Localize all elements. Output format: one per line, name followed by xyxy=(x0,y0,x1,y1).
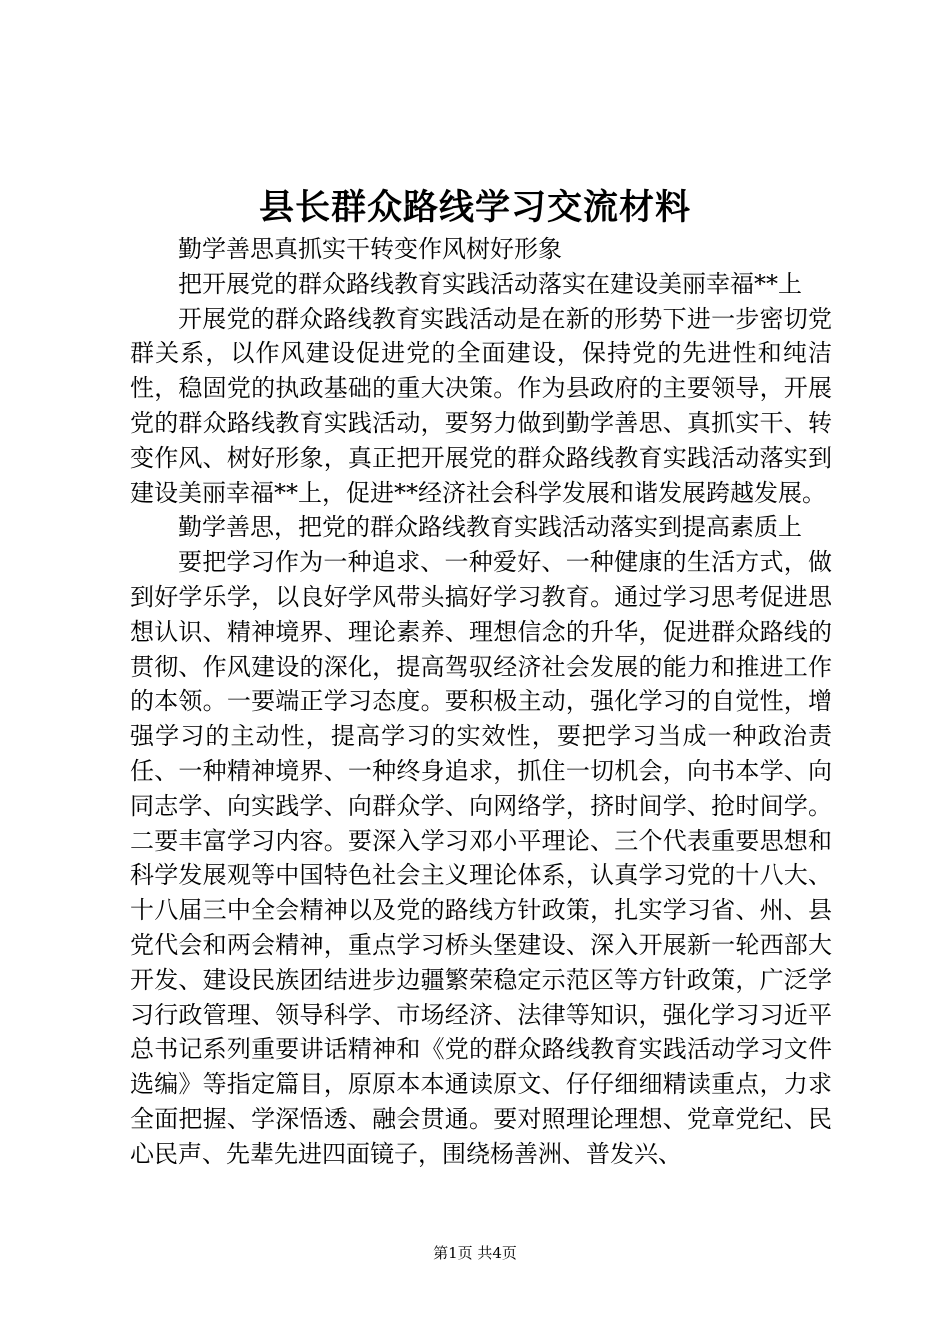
paragraph: 勤学善思真抓实干转变作风树好形象 xyxy=(178,235,562,263)
page-footer: 第1页 共4页 xyxy=(433,1244,517,1262)
paragraph: 把开展党的群众路线教育实践活动落实在建设美丽幸福**上 xyxy=(178,269,802,298)
document-body xyxy=(130,232,832,1172)
paragraph: 勤学善思，把党的群众路线教育实践活动落实到提高素质上 xyxy=(178,513,802,542)
paragraph: 要把学习作为一种追求、一种爱好、一种健康的生活方式，做到好学乐学，以良好学风带头搞好学习教育。通过学习思考促进思想认识、精神境界、理论素养、理想信念的升华，促进群众路线的贯彻、作风建设的深化，提高驾驭经济社会发展的能力和推进工作的本领。一要端正学习态度。要积极主动，强化学习的自觉性，增强学习的主动性，提高学习的实效性，要把学习当成一种政治责任、一种精神境界、一种终身追求，抓住一切机会，向书本学、向同志学、向实践学、向群众学、向网络学，挤时间学、抢时间学。二要丰富学习内容。要深入学习邓小平理论、三个代表重要思想和科学发展观等中国特色社会主义理论体系，认真学习党的十八大、十八届三中全会精神以及党的路线方针政策，扎实学习省、州、县党代会和两会精神，重点学习桥头堡建设、深入开展新一轮西部大开发、建设民族团结进步边疆繁荣稳定示范区等方针政策，广泛学习行政管理、领导科学、市场经济、法律等知识，强化学习习近平总书记系列重要讲话精神和《党的群众路线教育实践活动学习文件选编》等指定篇目，原原本本通读原文、仔仔细细精读重点，力求全面把握、学深悟透、融会贯通。要对照理论理想、党章党纪、民心民声、先辈先进四面镜子，围绕杨善洲、普发兴、 xyxy=(130,548,832,1168)
paragraph: 开展党的群众路线教育实践活动是在新的形势下进一步密切党群关系，以作风建设促进党的全面建设，保持党的先进性和纯洁性，稳固党的执政基础的重大决策。作为县政府的主要领导，开展党的群众路线教育实践活动，要努力做到勤学善思、真抓实干、转变作风、树好形象，真正把开展党的群众路线教育实践活动落实到建设美丽幸福**上，促进**经济社会科学发展和谐发展跨越发展。 xyxy=(130,304,832,507)
document-title: 县长群众路线学习交流材料 xyxy=(258,187,691,228)
